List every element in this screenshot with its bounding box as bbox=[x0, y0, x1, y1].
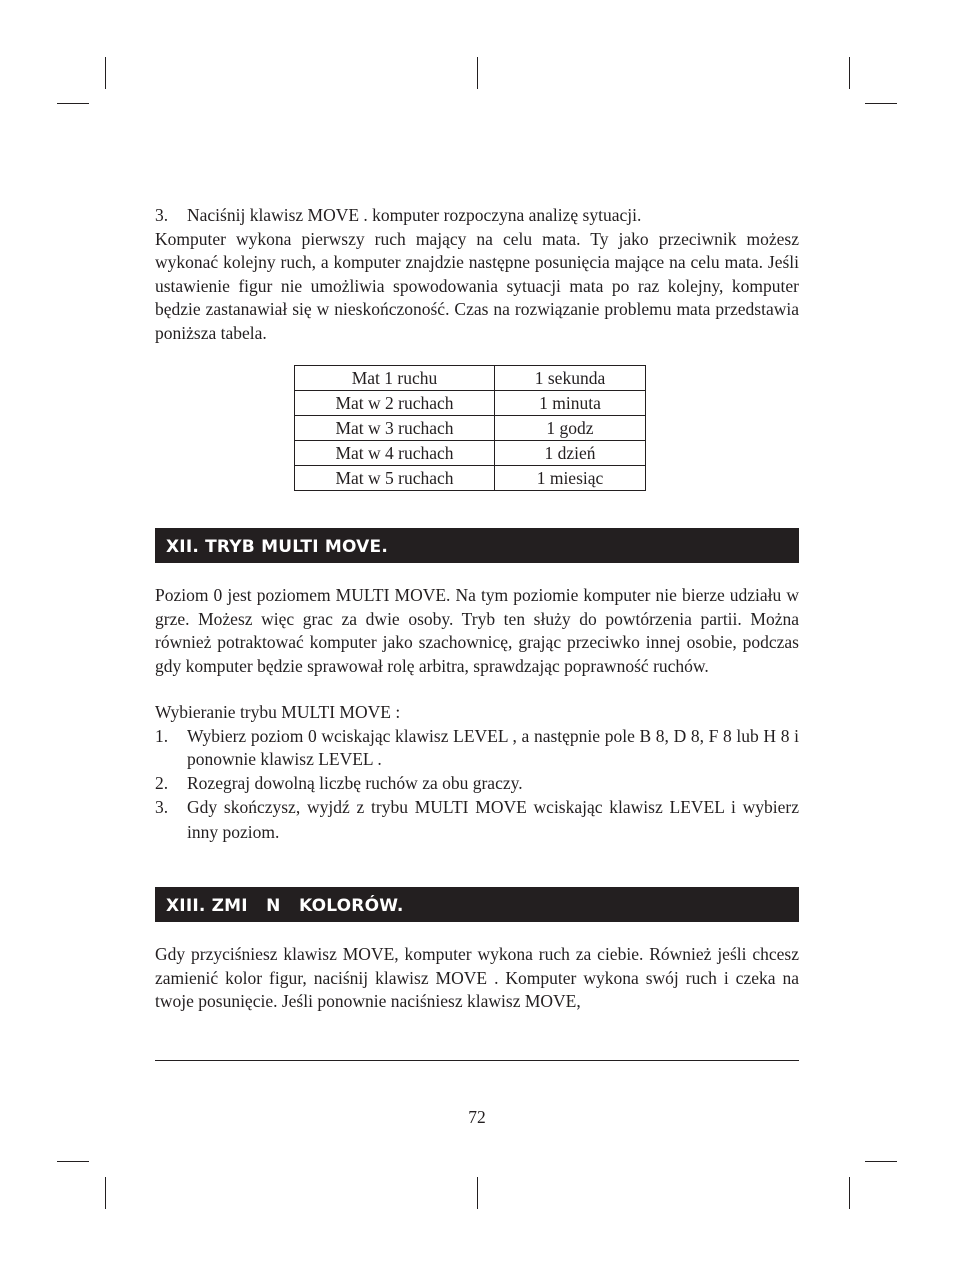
crop-mark-top-left-vertical bbox=[105, 57, 106, 89]
table-cell-time: 1 dzień bbox=[495, 441, 646, 466]
table-row bbox=[295, 466, 646, 491]
intro-step-number: 3. bbox=[155, 205, 169, 225]
multi-move-steps bbox=[155, 725, 799, 846]
table-cell-label: Mat w 5 ruchach bbox=[295, 466, 495, 491]
footer-divider bbox=[155, 1060, 799, 1061]
step-text: Gdy skończysz, wyjdź z trybu MULTI MOVE wciskając klawisz LEVEL i wybierz inny poziom. bbox=[187, 797, 799, 842]
table-cell-time: 1 miesiąc bbox=[495, 466, 646, 491]
color-change-paragraph: Gdy przyciśniesz klawisz MOVE, komputer wykona ruch za ciebie. Również jeśli chcesz zamienić kolor figur, naciśnij klawisz MOVE . Komputer wykona swój ruch i czeka na twoje posunięcie. Jeśli ponownie naciśniesz klawisz MOVE, bbox=[155, 944, 799, 1011]
step-number: 3. bbox=[155, 797, 169, 817]
step-number: 2. bbox=[155, 772, 169, 793]
table-cell-time: 1 sekunda bbox=[495, 366, 646, 391]
mate-time-table bbox=[294, 365, 646, 491]
crop-mark-bottom-left-vertical bbox=[105, 1177, 106, 1209]
table-row bbox=[295, 366, 646, 391]
section-heading-color-change: XIII. ZMI N KOLORÓW. bbox=[155, 887, 799, 922]
list-item bbox=[155, 795, 799, 845]
list-item bbox=[155, 725, 799, 772]
intro-paragraph: Komputer wykona pierwszy ruch mający na celu mata. Ty jako przeciwnik możesz wykonać kolejny ruch, a komputer znajdzie następne posunięcia mające na celu mata. Jeśli ustawienie figur nie umożliwia spowodowania sytuacji mata po raz kolejny, komputer będzie zastanawiał się w nieskończoność. Czas na rozwiązanie problemu mata przedstawia poniższa tabela. bbox=[155, 228, 799, 343]
table-row bbox=[295, 416, 646, 441]
table-row bbox=[295, 441, 646, 466]
crop-mark-top-left-horizontal bbox=[57, 103, 89, 104]
crop-mark-top-right-horizontal bbox=[865, 103, 897, 104]
step-number: 1. bbox=[155, 725, 169, 746]
crop-mark-bottom-left-horizontal bbox=[57, 1161, 89, 1162]
list-item bbox=[155, 772, 799, 796]
crop-mark-bottom-right-horizontal bbox=[865, 1161, 897, 1162]
page-number: 72 bbox=[468, 1107, 486, 1127]
table-cell-label: Mat w 3 ruchach bbox=[295, 416, 495, 441]
table-row bbox=[295, 391, 646, 416]
page-content bbox=[155, 204, 799, 1014]
table-cell-time: 1 godz bbox=[495, 416, 646, 441]
step-text: Rozegraj dowolną liczbę ruchów za obu graczy. bbox=[187, 772, 523, 793]
table-cell-label: Mat w 4 ruchach bbox=[295, 441, 495, 466]
section-heading-multi-move: XII. TRYB MULTI MOVE. bbox=[155, 528, 799, 563]
crop-mark-top-right-vertical bbox=[849, 57, 850, 89]
crop-mark-bottom-center-vertical bbox=[477, 1177, 478, 1209]
step-text: Wybierz poziom 0 wciskając klawisz LEVEL , a następnie pole B 8, D 8, F 8 lub H 8 i ponownie klawisz LEVEL . bbox=[187, 725, 799, 769]
crop-mark-top-center-vertical bbox=[477, 57, 478, 89]
table-cell-label: Mat w 2 ruchach bbox=[295, 391, 495, 416]
intro-step-text: Naciśnij klawisz MOVE . komputer rozpoczyna analizę sytuacji. bbox=[187, 205, 642, 225]
multi-move-paragraph: Poziom 0 jest poziomem MULTI MOVE. Na tym poziomie komputer nie bierze udziału w grze. Możesz więc grac za dwie osoby. Tryb ten służy do powtórzenia partii. Można również potraktować komputer jako szachownicę, grając przeciwko innej osobie, podczas gdy komputer będzie sprawował rolę arbitra, sprawdzając poprawność ruchów. bbox=[155, 585, 799, 676]
multi-move-list-intro: Wybieranie trybu MULTI MOVE : bbox=[155, 702, 401, 722]
crop-mark-bottom-right-vertical bbox=[849, 1177, 850, 1209]
table-cell-time: 1 minuta bbox=[495, 391, 646, 416]
table-cell-label: Mat 1 ruchu bbox=[295, 366, 495, 391]
intro-step bbox=[155, 204, 799, 228]
